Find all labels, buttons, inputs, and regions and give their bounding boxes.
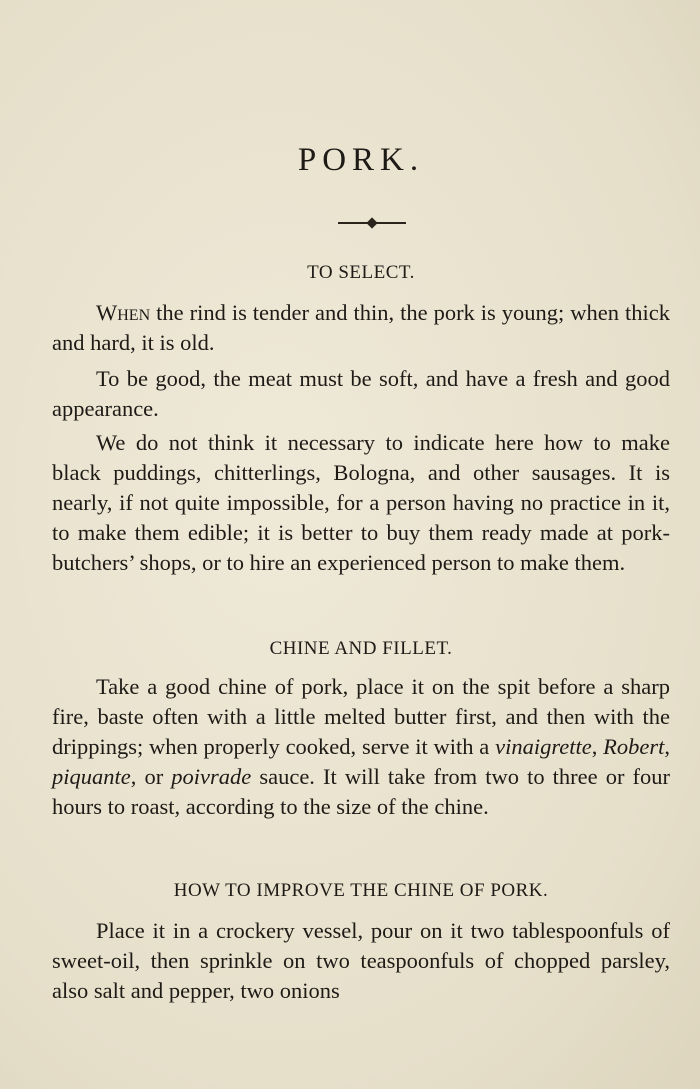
section-heading-chine-and-fillet: CHINE AND FILLET. [269, 638, 453, 659]
ornamental-rule [338, 222, 406, 224]
paragraph-text: Place it in a crockery vessel, pour on it two tablespoonfuls of sweet-oil, then sprinkle on two teaspoonfuls of chopped parsley, also salt and pepper, two onions [52, 918, 670, 1003]
sauce-name: poivrade [171, 764, 252, 789]
paragraph-text: To be good, the meat must be soft, and have a fresh and good appearance. [52, 366, 670, 421]
drop-word: When [96, 300, 151, 325]
section-heading-to-select: TO SELECT. [307, 262, 415, 283]
paragraph-text: sauce. It will take from two to three or four hours to roast, according to the size of the chine. [52, 764, 671, 819]
sauce-name: vinaigrette [495, 734, 592, 759]
paragraph-good-meat [52, 364, 670, 424]
paragraph-text: We do not think it necessary to indicate here how to make black puddings, chitterlings, Bologna, and other sausages. It is nearly, if not quite impossible, for a person having no practice in it, to make them edible; it is better to buy them ready made at pork-butchers’ shops, or to hire an experienced person to make them. [52, 430, 670, 575]
sauce-name: piquante [52, 764, 131, 789]
sauce-name: Robert [603, 734, 665, 759]
paragraph-rind [52, 298, 670, 358]
book-page [52, 0, 670, 1089]
page-title: PORK. [297, 142, 425, 178]
paragraph-text: Take a good chine of pork, place it on the spit before a sharp fire, baste often with a little melted butter first, and then with the drippings; when properly cooked, serve it with a [52, 674, 670, 759]
paragraph-chine: Take a good chine of pork, place it on the spit before a sharp fire, baste often with a little melted butter first, and then with the drippings; when properly cooked, serve it with a vinaigrette, Robert, piquante, or poivrade sauce. It will take from two to three or four hours to roast, according to the size of the chine. [52, 674, 671, 819]
paragraph-improve [52, 916, 670, 1006]
paragraph-sausages [52, 428, 670, 578]
paragraph-text: the rind is tender and thin, the pork is young; when thick and hard, it is old. [52, 300, 670, 355]
section-heading-improve-chine: HOW TO IMPROVE THE CHINE OF PORK. [173, 880, 549, 901]
